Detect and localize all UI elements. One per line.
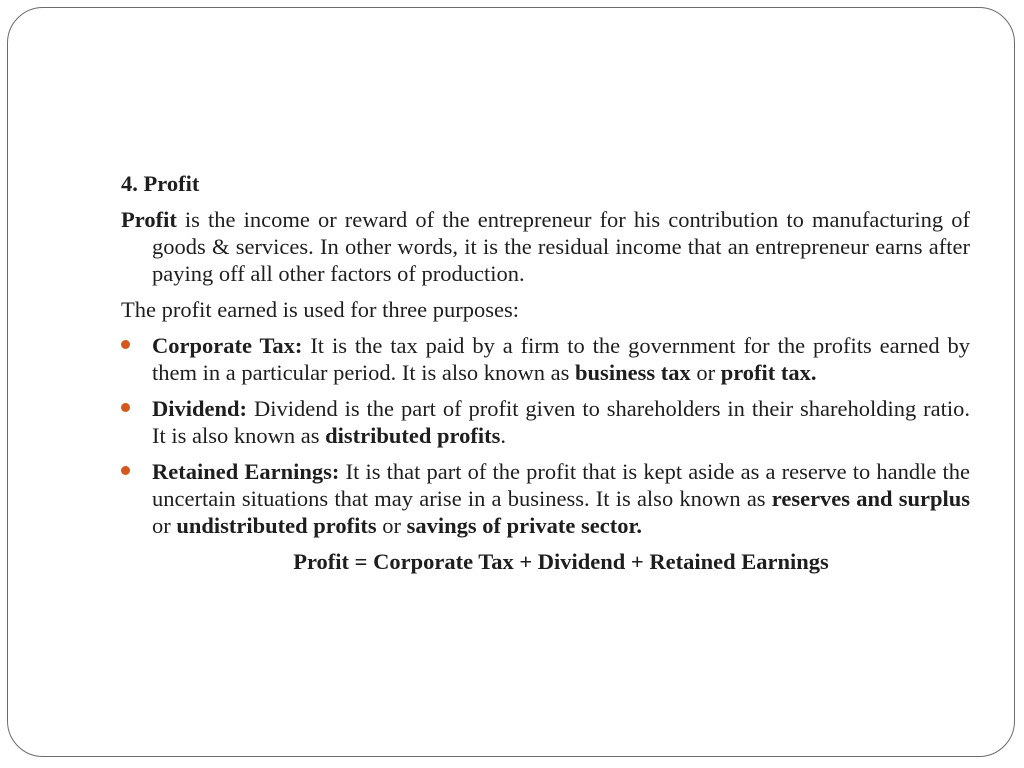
profit-definition <box>121 206 970 287</box>
bullet-alias: undistributed profits <box>176 513 377 538</box>
bullet-alias: profit tax. <box>720 360 817 385</box>
bullet-connector: or <box>690 360 721 385</box>
slide-content <box>121 170 970 575</box>
bullet-dot-icon <box>121 340 130 349</box>
profit-formula: Profit = Corporate Tax + Dividend + Retained Earnings <box>293 549 829 574</box>
bullet-text: Dividend is the part of profit given to shareholders in their shareholding ratio. It is also known as <box>152 396 970 448</box>
bullet-text: It is the tax paid by a firm to the government for the profits earned by them in a particular period. It is also known as <box>152 333 970 385</box>
definition-term: Profit <box>121 207 177 232</box>
bullet-dot-icon <box>121 403 130 412</box>
bullet-connector: or <box>376 513 407 538</box>
bullet-alias: business tax <box>575 360 691 385</box>
bullet-end: . <box>500 423 506 448</box>
bullet-term: Retained Earnings: <box>152 459 340 484</box>
section-heading: 4. Profit <box>121 171 200 196</box>
bullet-corporate-tax <box>121 332 970 386</box>
bullet-dot-icon <box>121 466 130 475</box>
bullet-term: Corporate Tax: <box>152 333 303 358</box>
bullet-retained-earnings <box>121 458 970 539</box>
slide-frame <box>7 7 1015 757</box>
bullet-connector: or <box>152 513 177 538</box>
bullet-term: Dividend: <box>152 396 248 421</box>
definition-text: is the income or reward of the entrepreneur for his contribution to manufacturing of goods & services. In other words, it is the residual income that an entrepreneur earns after paying off all other factors of production. <box>152 207 970 286</box>
bullet-text: It is that part of the profit that is kept aside as a reserve to handle the uncertain situations that may arise in a business. It is also known as <box>152 459 970 511</box>
bullet-alias: distributed profits <box>325 423 501 448</box>
bullet-alias: reserves and surplus <box>771 486 971 511</box>
purposes-intro: The profit earned is used for three purposes: <box>121 297 519 322</box>
bullet-dividend <box>121 395 970 449</box>
bullet-alias: savings of private sector. <box>406 513 643 538</box>
